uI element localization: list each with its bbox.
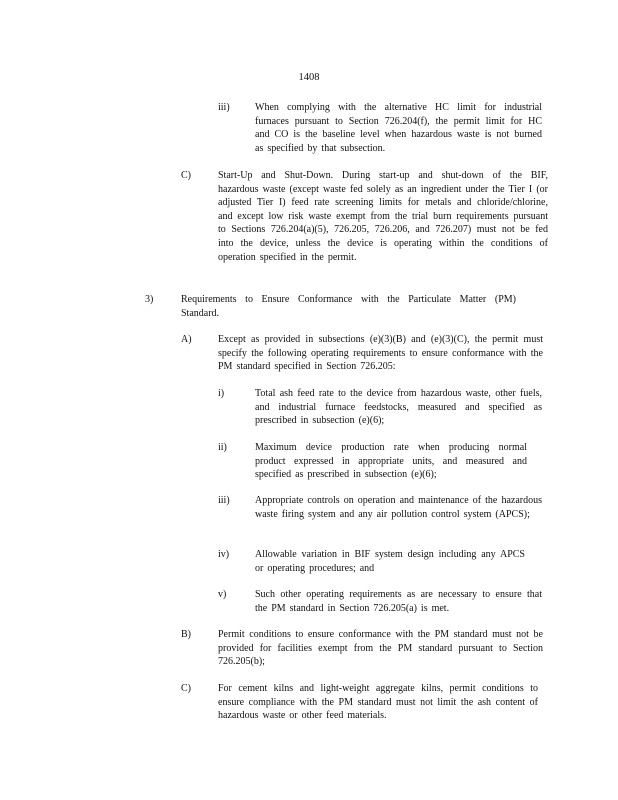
item-text: Start-Up and Shut-Down. During start-up and shut-down of the BIF, hazardous waste (except waste fed solely as an ingredient under the Tier I (or adjusted Tier I) feed rate screening limits for metals and chloride/chlorine, and except low risk waste exempt from the trial burn requirements pursuant to Sections 726.204(a)(5), 726.205, 726.206, and 726.207) must not be fed into the device, unless the device is operating within the conditions of operation specified in the permit. <box>218 170 548 263</box>
item-label: i) <box>218 388 225 399</box>
item-text: Appropriate controls on operation and maintenance of the hazardous waste firing system and any air pollution control system (APCS); <box>255 495 542 520</box>
item-label: iv) <box>218 549 230 560</box>
item-label: B) <box>181 629 191 640</box>
item-label: 3) <box>145 294 154 305</box>
item-text: Permit conditions to ensure conformance with the PM standard must not be provided for facilities exempt from the PM standard pursuant to Section 726.205(b); <box>218 629 543 668</box>
item-text: Requirements to Ensure Conformance with the Particulate Matter (PM) Standard. <box>181 294 516 319</box>
item-label: v) <box>218 589 227 600</box>
item-label: C) <box>181 683 191 694</box>
item-text: When complying with the alternative HC limit for industrial furnaces pursuant to Section 726.204(f), the permit limit for HC and CO is the baseline level when hazardous waste is not burned as specified by that subsection. <box>255 102 542 154</box>
item-text: Total ash feed rate to the device from hazardous waste, other fuels, and industrial furnace feedstocks, measured and specified as prescribed in subsection (e)(6); <box>255 388 542 427</box>
item-text: Except as provided in subsections (e)(3)(B) and (e)(3)(C), the permit must specify the following operating requirements to ensure conformance with the PM standard specified in Section 726.205: <box>218 334 543 373</box>
item-label: iii) <box>218 102 230 113</box>
item-label: C) <box>181 170 191 181</box>
item-text: Such other operating requirements as are necessary to ensure that the PM standard in Section 726.205(a) is met. <box>255 589 542 614</box>
item-text: For cement kilns and light-weight aggregate kilns, permit conditions to ensure compliance with the PM standard must not limit the ash content of hazardous waste or other feed materials. <box>218 683 538 722</box>
item-label: A) <box>181 334 192 345</box>
page-number: 1408 <box>298 72 320 83</box>
item-label: iii) <box>218 495 230 506</box>
item-text: Maximum device production rate when producing normal product expressed in appropriate units, and measured and specified as prescribed in subsection (e)(6); <box>255 442 527 481</box>
item-label: ii) <box>218 442 227 453</box>
item-text: Allowable variation in BIF system design including any APCS or operating procedures; and <box>255 549 525 574</box>
